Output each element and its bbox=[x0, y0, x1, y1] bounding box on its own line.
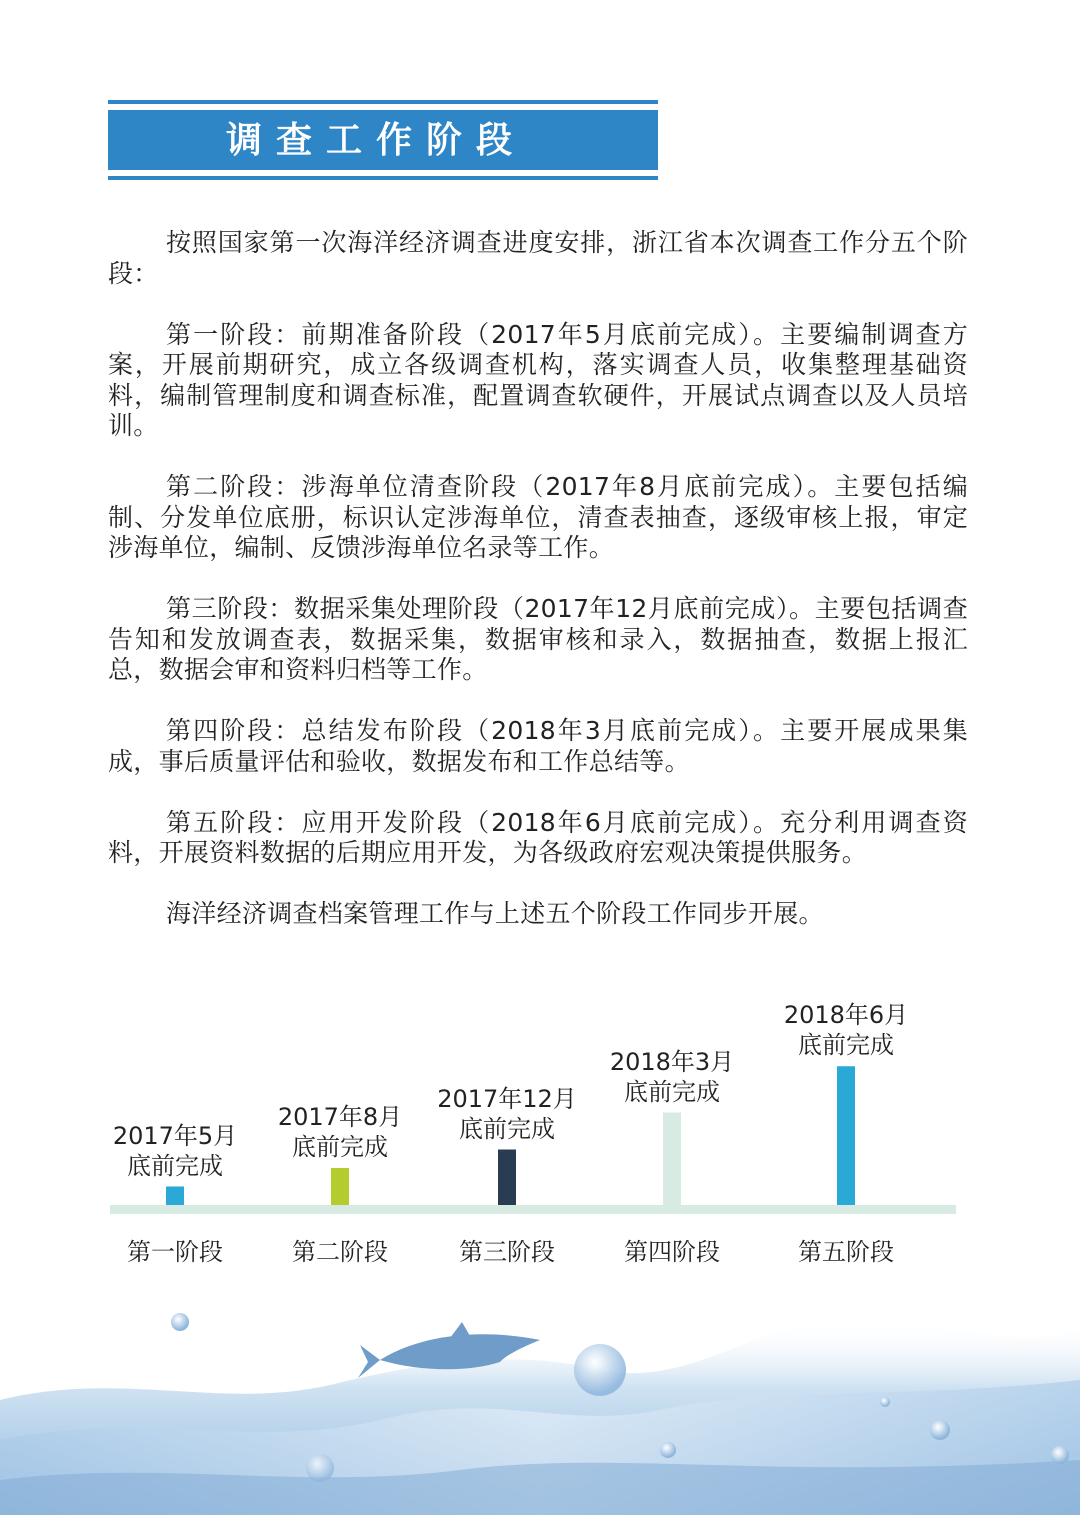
timeline-bar-stage-4 bbox=[663, 1113, 681, 1206]
timeline-date-label bbox=[582, 1047, 762, 1107]
date-label-line-1: 2017年5月 bbox=[112, 1121, 238, 1150]
paragraph-stage-5: 第五阶段：应用开发阶段（2018年6月底前完成）。充分利用调查资料，开展资料数据的后期应用开发，为各级政府宏观决策提供服务。 bbox=[108, 807, 968, 867]
paragraph-intro: 按照国家第一次海洋经济调查进度安排，浙江省本次调查工作分五个阶段： bbox=[108, 228, 968, 288]
bubble-icon bbox=[306, 1454, 334, 1482]
timeline-stage-label: 第四阶段 bbox=[624, 1238, 720, 1266]
timeline-date-label bbox=[417, 1084, 597, 1144]
bubble-icon bbox=[574, 1344, 626, 1396]
date-label-line-2: 底前完成 bbox=[798, 1031, 894, 1060]
date-label-line-2: 底前完成 bbox=[624, 1077, 720, 1106]
paragraph-stage-1: 第一阶段：前期准备阶段（2017年5月底前完成）。主要编制调查方案，开展前期研究，成立各级调查机构，落实调查人员，收集整理基础资料，编制管理制度和调查标准，配置调查软硬件，开展试点调查以及人员培训。 bbox=[108, 319, 968, 440]
paragraph-stage-3: 第三阶段：数据采集处理阶段（2017年12月底前完成）。主要包括调查告知和发放调查表，数据采集，数据审核和录入，数据抽查，数据上报汇总，数据会审和资料归档等工作。 bbox=[108, 594, 968, 684]
paragraph-archive: 海洋经济调查档案管理工作与上述五个阶段工作同步开展。 bbox=[166, 899, 824, 928]
timeline-baseline bbox=[110, 1205, 956, 1214]
date-label-line-1: 2018年3月 bbox=[609, 1047, 735, 1076]
timeline-date-label bbox=[85, 1121, 265, 1181]
timeline-stage-label: 第五阶段 bbox=[798, 1238, 894, 1266]
date-label-line-1: 2017年12月 bbox=[437, 1084, 577, 1113]
bubble-icon bbox=[171, 1313, 189, 1331]
bubble-icon bbox=[880, 1397, 890, 1407]
water-decoration bbox=[0, 1290, 1080, 1515]
banner-bottom-rule bbox=[108, 176, 658, 180]
date-label-line-2: 底前完成 bbox=[459, 1114, 555, 1143]
section-title: 调查工作阶段 bbox=[226, 119, 527, 161]
date-label-line-2: 底前完成 bbox=[127, 1151, 223, 1180]
bubble-icon bbox=[930, 1420, 950, 1440]
body-text bbox=[108, 228, 968, 960]
timeline-date-label bbox=[756, 1000, 936, 1060]
section-banner bbox=[108, 100, 658, 181]
timeline-bar-stage-1 bbox=[166, 1187, 184, 1206]
date-label-line-1: 2018年6月 bbox=[783, 1001, 909, 1030]
timeline-stage-label: 第三阶段 bbox=[459, 1238, 555, 1266]
bubble-icon bbox=[1051, 1446, 1069, 1464]
banner-bar bbox=[108, 110, 658, 170]
banner-top-rule bbox=[108, 100, 658, 104]
timeline-bar-stage-2 bbox=[331, 1168, 349, 1205]
timeline-bar-stage-5 bbox=[837, 1066, 855, 1205]
timeline-chart bbox=[0, 990, 1080, 1280]
bubble-icon bbox=[660, 1442, 676, 1458]
timeline-date-label bbox=[250, 1102, 430, 1162]
paragraph-stage-2: 第二阶段：涉海单位清查阶段（2017年8月底前完成）。主要包括编制、分发单位底册，标识认定涉海单位，清查表抽查，逐级审核上报，审定涉海单位，编制、反馈涉海单位名录等工作。 bbox=[108, 472, 968, 562]
paragraph-stage-4: 第四阶段：总结发布阶段（2018年3月底前完成）。主要开展成果集成，事后质量评估和验收，数据发布和工作总结等。 bbox=[108, 716, 968, 776]
date-label-line-1: 2017年8月 bbox=[277, 1103, 403, 1131]
timeline-stage-label: 第二阶段 bbox=[292, 1238, 388, 1266]
date-label-line-2: 底前完成 bbox=[292, 1133, 388, 1161]
timeline-stage-label: 第一阶段 bbox=[127, 1238, 223, 1266]
timeline-bar-stage-3 bbox=[498, 1150, 516, 1206]
